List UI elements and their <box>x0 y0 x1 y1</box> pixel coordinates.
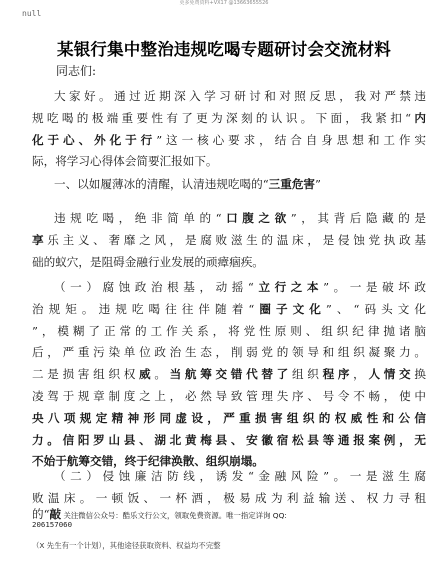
qq-number: 206157060 <box>32 520 73 529</box>
text-line: 大家好。通过近期深入学习研讨和对照反思，我对严禁违 <box>54 89 426 103</box>
text-line: 二是损害组织权威。当航筹交错代替了组织程序，人情交换 <box>32 367 426 382</box>
text-line: （二）侵蚀廉洁防线，诱发“金融风险”。一是滋生腐 <box>54 469 426 483</box>
bold-text: 当航筹交错代替了 <box>169 367 292 382</box>
bold-text: 内 <box>411 110 426 125</box>
bold-text: 敲 <box>49 507 62 521</box>
text-line: 一、以如履薄冰的清醒，认清违规吃喝的“三重危害” <box>54 177 321 191</box>
text-line: 础的蚁穴，是阻碍金融行业发展的顽瘴痼疾。 <box>32 254 264 269</box>
text-line: 凌驾于规章制度之上，必然导致管理失序、号令不畅，使中 <box>32 388 426 403</box>
text-line: 不始于航筹交错，终于纪律涣散、组织崩塌。 <box>32 454 264 469</box>
text-line: 败温床。一顿饭、一杯酒，极易成为利益输送、权力寻租 <box>32 490 426 505</box>
text-line: 际，将学习心得体会简要汇报如下。 <box>32 154 218 169</box>
text-line: 后，严重污染单位政治生态，削弱党的领导和组织凝聚力。 <box>32 345 426 360</box>
bold-text: 化于心、外化于行 <box>32 132 157 147</box>
text-line: 化于心、外化于行”这一核心要求，结合自身思想和工作实 <box>32 132 426 147</box>
text-line: ”，模糊了正常的工作关系，将党性原则、组织纪律抛诸脑 <box>32 323 426 338</box>
text-line: （一）腐蚀政治根基，动摇“立行之本”。一是破坏政 <box>54 280 426 294</box>
wechat-promo-text: 关注微信公众号：酷乐文行公文，领取免费资源。唯一指定详询 QQ: <box>63 511 287 520</box>
paragraph-intro <box>32 86 426 173</box>
text-line: 央八项规定精神形同虚设，严重损害组织的权威性和公信 <box>32 410 426 425</box>
page-title: 某银行集中整治违规吃喝专题研讨会交流材料 <box>57 40 391 59</box>
footer-note: （X 先生有一个计划），其他途径获取资料、权益均不完整 <box>32 541 221 550</box>
paragraph-harms <box>32 208 426 273</box>
bold-text: 圈子文化 <box>254 301 326 316</box>
footer-line: 的“敲 关注微信公众号：酷乐文行公文，领取免费资源。唯一指定详询 QQ: <box>32 507 287 521</box>
paragraph-integrity <box>32 466 426 510</box>
text-line: 治规矩。违规吃喝往往伴随着“圈子文化”、“码头文化 <box>32 301 426 316</box>
top-watermark: 更多免费资料+VX17 @13663655526 <box>179 0 269 6</box>
salutation: 同志们: <box>56 64 97 78</box>
bold-text: 口腹之欲 <box>221 211 291 225</box>
text-line: 违规吃喝，绝非简单的“口腹之欲”，其背后隐藏的是 <box>54 211 426 225</box>
bold-text: 人情交 <box>368 367 415 382</box>
null-tag: null <box>22 9 42 18</box>
section-heading-1 <box>32 174 426 196</box>
text-line: 规吃喝的极端重要性有了更为深刻的认识。下面，我紧扣“内 <box>32 110 426 125</box>
paragraph-political <box>32 277 426 473</box>
bold-text: 三重危害 <box>268 177 316 191</box>
text-line: 力。信阳罗山县、湖北黄梅县、安徽宿松县等通报案例，无 <box>32 432 426 447</box>
bold-text: 享 <box>32 232 48 247</box>
text-line: 享乐主义、奢靡之风，是腐败滋生的温床，是侵蚀党执政基 <box>32 232 426 247</box>
bold-text: 立行之本 <box>253 280 324 294</box>
